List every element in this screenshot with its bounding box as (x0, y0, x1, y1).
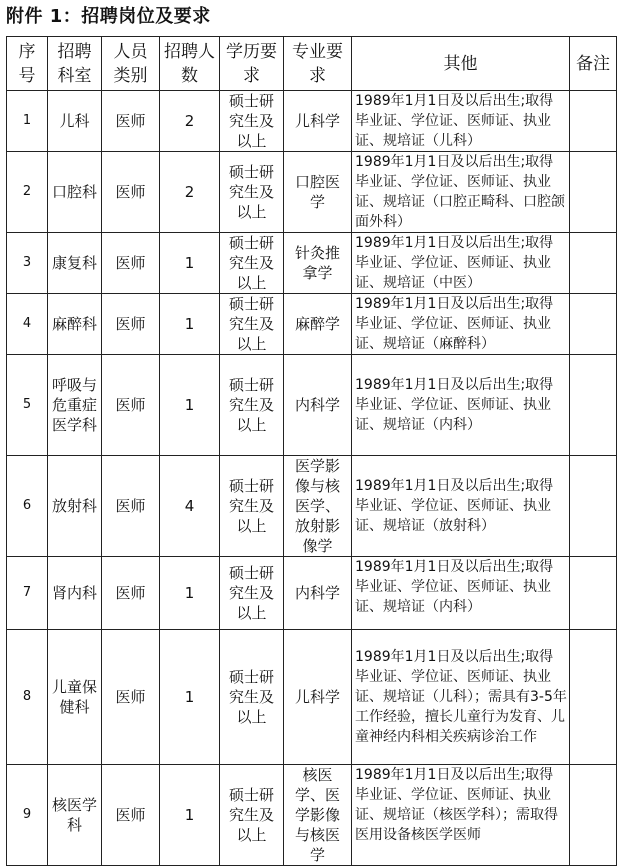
cell-major: 儿科学 (284, 91, 352, 152)
cell-dept: 康复科 (48, 233, 102, 294)
cell-count: 4 (160, 456, 220, 557)
cell-category: 医师 (102, 456, 160, 557)
table-row (7, 91, 617, 152)
cell-education: 硕士研究生及以上 (220, 91, 284, 152)
cell-category: 医师 (102, 233, 160, 294)
cell-other: 1989年1月1日及以后出生;取得毕业证、学位证、医师证、执业证、规培证（儿科） (352, 91, 570, 152)
cell-remark (570, 233, 617, 294)
header-row (7, 37, 617, 91)
cell-remark (570, 630, 617, 765)
table-row (7, 233, 617, 294)
cell-dept: 儿童保健科 (48, 630, 102, 765)
cell-education: 硕士研究生及以上 (220, 557, 284, 630)
cell-dept: 麻醉科 (48, 294, 102, 355)
table-row (7, 294, 617, 355)
cell-seq: 4 (7, 294, 48, 355)
cell-count: 1 (160, 557, 220, 630)
cell-remark (570, 91, 617, 152)
header-category: 人员类别 (102, 37, 160, 91)
cell-major: 口腔医学 (284, 152, 352, 233)
cell-other: 1989年1月1日及以后出生;取得毕业证、学位证、医师证、执业证、规培证（中医） (352, 233, 570, 294)
cell-other: 1989年1月1日及以后出生;取得毕业证、学位证、医师证、执业证、规培证（放射科） (352, 456, 570, 557)
cell-dept: 呼吸与危重症医学科 (48, 355, 102, 456)
cell-category: 医师 (102, 557, 160, 630)
cell-major: 医学影像与核医学、放射影像学 (284, 456, 352, 557)
cell-count: 1 (160, 765, 220, 866)
cell-remark (570, 765, 617, 866)
header-dept: 招聘科室 (48, 37, 102, 91)
cell-category: 医师 (102, 355, 160, 456)
cell-education: 硕士研究生及以上 (220, 456, 284, 557)
cell-major: 儿科学 (284, 630, 352, 765)
cell-seq: 6 (7, 456, 48, 557)
header-seq: 序号 (7, 37, 48, 91)
cell-other: 1989年1月1日及以后出生;取得毕业证、学位证、医师证、执业证、规培证（麻醉科） (352, 294, 570, 355)
header-major: 专业要求 (284, 37, 352, 91)
cell-remark (570, 152, 617, 233)
table-row (7, 765, 617, 866)
cell-seq: 1 (7, 91, 48, 152)
cell-education: 硕士研究生及以上 (220, 765, 284, 866)
cell-dept: 口腔科 (48, 152, 102, 233)
header-count: 招聘人数 (160, 37, 220, 91)
cell-education: 硕士研究生及以上 (220, 630, 284, 765)
cell-seq: 3 (7, 233, 48, 294)
cell-other: 1989年1月1日及以后出生;取得毕业证、学位证、医师证、执业证、规培证（儿科）；需具有3-5年工作经验，擅长儿童行为发育、儿童神经内科相关疾病诊治工作 (352, 630, 570, 765)
cell-dept: 核医学科 (48, 765, 102, 866)
cell-education: 硕士研究生及以上 (220, 233, 284, 294)
cell-remark (570, 355, 617, 456)
cell-remark (570, 557, 617, 630)
cell-category: 医师 (102, 630, 160, 765)
cell-remark (570, 294, 617, 355)
cell-major: 内科学 (284, 557, 352, 630)
cell-count: 2 (160, 152, 220, 233)
cell-count: 2 (160, 91, 220, 152)
page-title: 附件 1：招聘岗位及要求 (6, 6, 211, 27)
cell-seq: 8 (7, 630, 48, 765)
cell-major: 针灸推拿学 (284, 233, 352, 294)
cell-other: 1989年1月1日及以后出生;取得毕业证、学位证、医师证、执业证、规培证（内科） (352, 557, 570, 630)
cell-education: 硕士研究生及以上 (220, 355, 284, 456)
cell-count: 1 (160, 630, 220, 765)
cell-dept: 儿科 (48, 91, 102, 152)
header-education: 学历要求 (220, 37, 284, 91)
cell-major: 内科学 (284, 355, 352, 456)
table-row (7, 557, 617, 630)
table-row (7, 456, 617, 557)
recruitment-table (6, 36, 617, 866)
cell-seq: 7 (7, 557, 48, 630)
cell-remark (570, 456, 617, 557)
cell-dept: 放射科 (48, 456, 102, 557)
cell-category: 医师 (102, 294, 160, 355)
table-row (7, 355, 617, 456)
cell-category: 医师 (102, 152, 160, 233)
cell-major: 麻醉学 (284, 294, 352, 355)
cell-seq: 5 (7, 355, 48, 456)
cell-count: 1 (160, 294, 220, 355)
cell-count: 1 (160, 233, 220, 294)
cell-dept: 肾内科 (48, 557, 102, 630)
cell-other: 1989年1月1日及以后出生;取得毕业证、学位证、医师证、执业证、规培证（口腔正畸科、口腔颌面外科） (352, 152, 570, 233)
cell-category: 医师 (102, 765, 160, 866)
cell-category: 医师 (102, 91, 160, 152)
cell-other: 1989年1月1日及以后出生;取得毕业证、学位证、医师证、执业证、规培证（内科） (352, 355, 570, 456)
header-other: 其他 (352, 37, 570, 91)
cell-education: 硕士研究生及以上 (220, 294, 284, 355)
cell-seq: 9 (7, 765, 48, 866)
table-row (7, 630, 617, 765)
cell-education: 硕士研究生及以上 (220, 152, 284, 233)
cell-major: 核医学、医学影像与核医学 (284, 765, 352, 866)
header-remark: 备注 (570, 37, 617, 91)
cell-seq: 2 (7, 152, 48, 233)
cell-count: 1 (160, 355, 220, 456)
table-row (7, 152, 617, 233)
cell-other: 1989年1月1日及以后出生;取得毕业证、学位证、医师证、执业证、规培证（核医学科）；需取得医用设备核医学医师 (352, 765, 570, 866)
